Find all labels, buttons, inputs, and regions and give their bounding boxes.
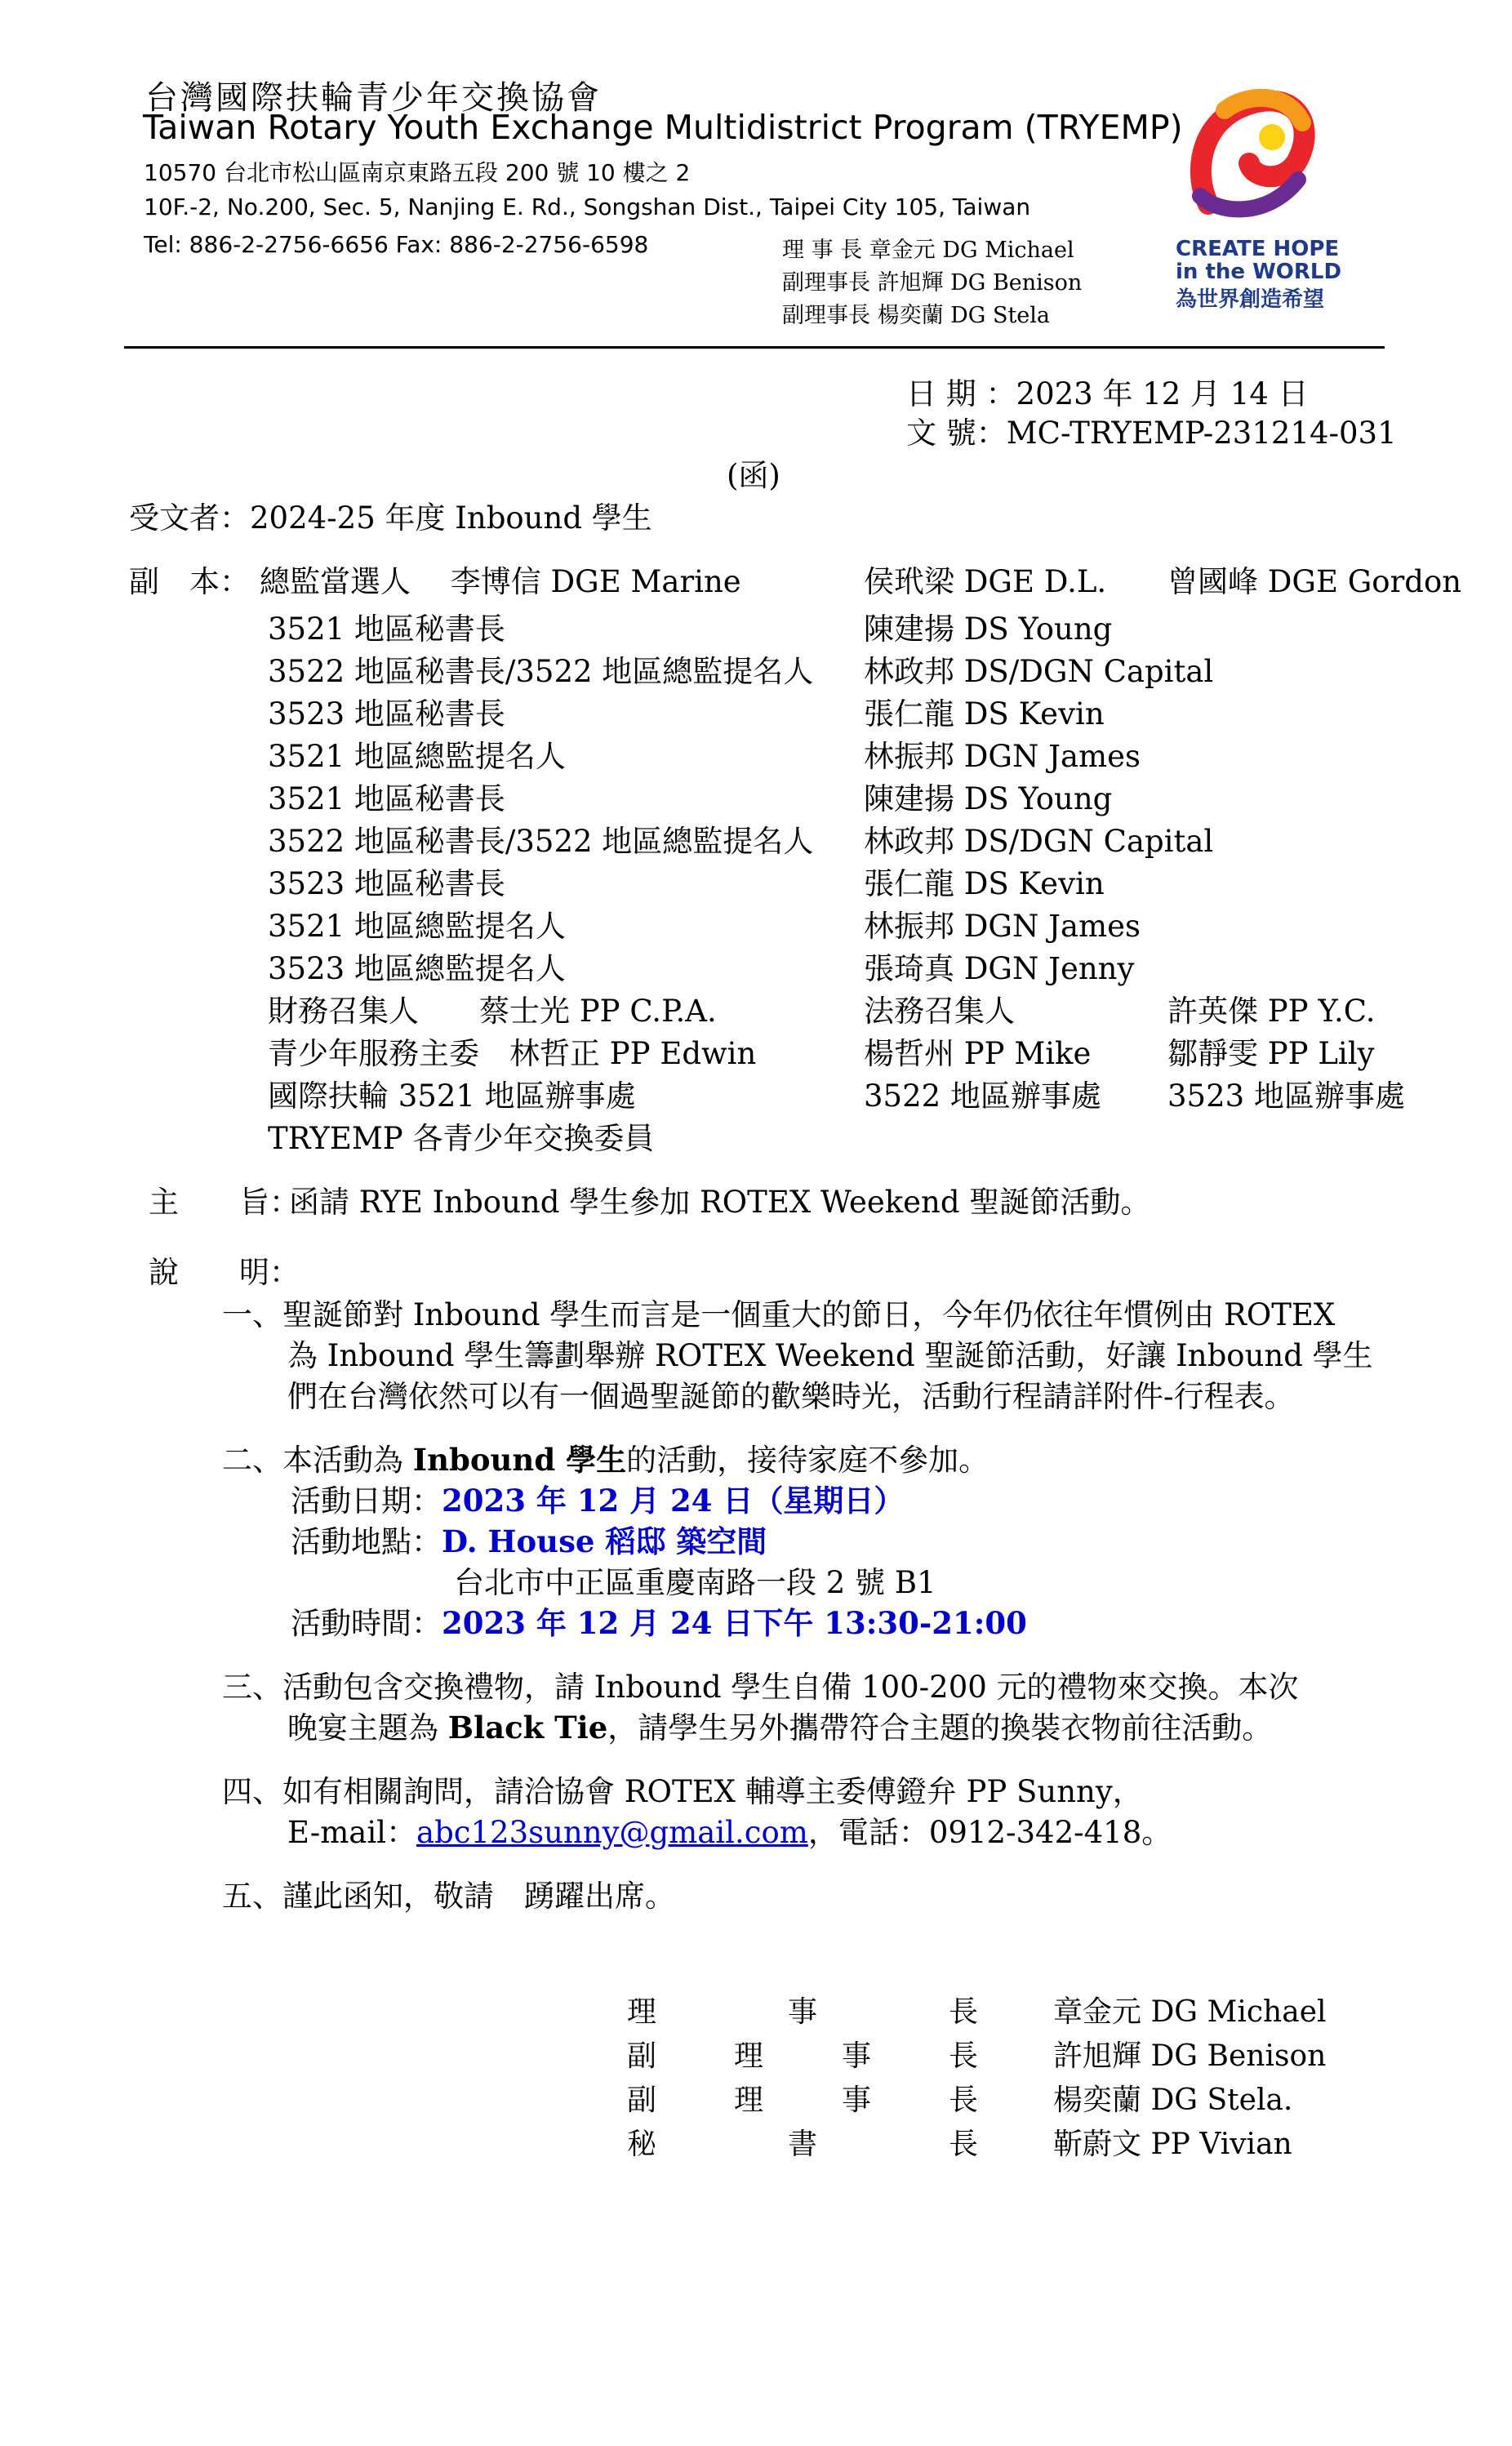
logo-line-1: CREATE HOPE (1176, 237, 1340, 261)
officer-vice-president-1: 副理事長 許旭輝 DG Benison (782, 270, 1083, 296)
item3-line1: 三、活動包含交換禮物，請 Inbound 學生自備 100-200 元的禮物來交換。本次 (222, 1670, 1299, 1705)
cc-entry: 3521 地區總監提名人 (268, 739, 566, 774)
org-name-en: Taiwan Rotary Youth Exchange Multidistrict Program (TRYEMP) (143, 108, 1183, 147)
cc-entry: 張仁龍 DS Kevin (864, 696, 1105, 732)
event-time-value: 2023 年 12 月 24 日下午 13:30-21:00 (442, 1605, 1027, 1641)
item3-prefix: 晚宴主題為 (287, 1710, 448, 1746)
cc-entry: 3522 地區辦事處 (864, 1078, 1101, 1114)
item2-bold: Inbound 學生 (412, 1442, 627, 1478)
cc-entry: 陳建揚 DS Young (864, 781, 1113, 816)
recipient: 受文者：2024-25 年度 Inbound 學生 (129, 500, 652, 536)
cc-entry: 張仁龍 DS Kevin (864, 866, 1105, 901)
signature-name: 楊奕蘭 DG Stela. (1053, 2084, 1293, 2117)
cc-entry: 3523 地區秘書長 (268, 866, 505, 901)
cc-entry: 許英傑 PP Y.C. (1167, 994, 1376, 1029)
item1-line2: 為 Inbound 學生籌劃舉辦 ROTEX Weekend 聖誕節活動，好讓 Inbound 學生 (287, 1338, 1373, 1373)
cc-entry: 侯玳梁 DGE D.L. (864, 564, 1107, 599)
item3-suffix: ，請學生另外攜帶符合主題的換裝衣物前往活動。 (607, 1710, 1273, 1746)
email-label: E-mail： (287, 1815, 417, 1850)
event-place-value: D. House 稻邸 築空間 (442, 1523, 767, 1559)
cc-entry: 3523 地區總監提名人 (268, 951, 566, 986)
item2-prefix: 二、本活動為 (222, 1443, 413, 1478)
signature-title-char: 書 (788, 2128, 818, 2161)
explanation-label: 說 明： (149, 1255, 300, 1290)
cc-entry: 林振邦 DGN James (864, 909, 1141, 944)
date-line (906, 369, 1309, 413)
address-zh: 10570 台北市松山區南京東路五段 200 號 10 樓之 2 (144, 159, 691, 186)
cc-entry: 3521 地區秘書長 (268, 781, 505, 816)
signature-title-char: 長 (949, 1995, 979, 2029)
signature-title-char: 副 (627, 2039, 657, 2073)
signature-title-char: 理 (734, 2039, 764, 2073)
cc-label: 副 本： (129, 564, 250, 599)
signature-title-char: 理 (627, 1995, 657, 2029)
date-label: 日 期 ： (906, 376, 1016, 411)
signature-title-char: 長 (949, 2084, 979, 2117)
address-en: 10F.-2, No.200, Sec. 5, Nanjing E. Rd., Songshan Dist., Taipei City 105, Taiwan (144, 193, 1031, 220)
date-value: 2023 年 12 月 14 日 (1016, 376, 1309, 411)
officer-vice-president-2: 副理事長 楊奕蘭 DG Stela (782, 303, 1051, 328)
cc-entry: 國際扶輪 3521 地區辦事處 (268, 1078, 636, 1114)
cc-entry: 曾國峰 DGE Gordon (1167, 564, 1462, 599)
tel-fax: Tel: 886-2-2756-6656 Fax: 886-2-2756-6598 (144, 231, 649, 258)
signature-title-char: 長 (949, 2128, 979, 2161)
cc-entry: 3521 地區秘書長 (268, 612, 505, 647)
cc-entry: 3521 地區總監提名人 (268, 909, 566, 944)
event-place-line (291, 1517, 767, 1561)
item3-bold: Black Tie (447, 1710, 608, 1746)
cc-entry: 林政邦 DS/DGN Capital (864, 824, 1214, 859)
cc-entry: 3522 地區秘書長/3522 地區總監提名人 (268, 654, 814, 689)
item2-line1 (222, 1435, 989, 1479)
signature-title-char: 副 (627, 2084, 657, 2117)
ref-value: MC-TRYEMP-231214-031 (1006, 416, 1397, 451)
officer-president: 理 事 長 章金元 DG Michael (782, 238, 1074, 263)
item4-line2 (287, 1808, 1172, 1852)
item4-line1: 四、如有相關詢問，請洽協會 ROTEX 輔導主委傅鐙弁 PP Sunny， (222, 1774, 1143, 1809)
logo-line-3: 為世界創造希望 (1176, 287, 1325, 312)
header-divider (124, 346, 1385, 349)
signature-title-char: 長 (949, 2039, 979, 2073)
item5: 五、謹此函知，敬請 踴躍出席。 (222, 1879, 675, 1914)
signature-name: 靳蔚文 PP Vivian (1053, 2128, 1292, 2161)
ref-label: 文 號： (906, 416, 1007, 451)
ref-line (906, 408, 1397, 452)
cc-entry: 總監當選人 李博信 DGE Marine (260, 564, 741, 599)
event-time-line (291, 1599, 1027, 1643)
signature-title-char: 事 (842, 2084, 872, 2117)
item1-line1: 一、聖誕節對 Inbound 學生而言是一個重大的節日，今年仍依往年慣例由 ROTEX (222, 1297, 1336, 1332)
doc-type: (函) (727, 458, 780, 493)
subject-label: 主 旨： (149, 1185, 300, 1220)
cc-entry: 陳建揚 DS Young (864, 612, 1113, 647)
rotary-logo (1176, 82, 1323, 229)
event-date-label: 活動日期： (291, 1483, 442, 1519)
event-date-value: 2023 年 12 月 24 日（星期日） (442, 1483, 905, 1519)
cc-entry: 法務召集人 (864, 994, 1015, 1029)
event-place-label: 活動地點： (291, 1524, 442, 1559)
event-date-line (291, 1476, 904, 1520)
cc-entry: TRYEMP 各青少年交換委員 (268, 1121, 655, 1156)
item2-suffix: 的活動，接待家庭不參加。 (626, 1443, 989, 1478)
cc-entry: 3523 地區辦事處 (1167, 1078, 1405, 1114)
signature-title-char: 事 (842, 2039, 872, 2073)
signature-title-char: 理 (734, 2084, 764, 2117)
cc-entry: 青少年服務主委 林哲正 PP Edwin (268, 1036, 757, 1071)
cc-entry: 林政邦 DS/DGN Capital (864, 654, 1214, 689)
cc-entry: 楊哲州 PP Mike (864, 1036, 1092, 1071)
event-time-label: 活動時間： (291, 1606, 442, 1641)
email-link[interactable]: abc123sunny@gmail.com (416, 1815, 808, 1850)
subject-text: 函請 RYE Inbound 學生參加 ROTEX Weekend 聖誕節活動。 (289, 1185, 1151, 1220)
cc-entry: 林振邦 DGN James (864, 739, 1141, 774)
signature-title-char: 事 (788, 1995, 818, 2029)
cc-entry: 財務召集人 蔡士光 PP C.P.A. (268, 994, 717, 1029)
create-hope-logo-icon (1176, 82, 1323, 229)
cc-entry: 鄒靜雯 PP Lily (1167, 1036, 1375, 1071)
logo-line-2: in the WORLD (1176, 260, 1342, 284)
org-name-zh: 台灣國際扶輪青少年交換協會 (145, 79, 602, 117)
cc-entry: 3522 地區秘書長/3522 地區總監提名人 (268, 824, 814, 859)
event-address: 台北市中正區重慶南路一段 2 號 B1 (454, 1565, 936, 1600)
signature-name: 章金元 DG Michael (1053, 1995, 1327, 2029)
item1-line3: 們在台灣依然可以有一個過聖誕節的歡樂時光，活動行程請詳附件-行程表。 (287, 1379, 1295, 1414)
phone-text: ，電話：0912-342-418。 (807, 1815, 1172, 1850)
cc-entry: 3523 地區秘書長 (268, 696, 505, 732)
cc-entry: 張琦真 DGN Jenny (864, 951, 1135, 986)
item3-line2 (287, 1703, 1272, 1747)
signature-title-char: 秘 (627, 2128, 657, 2161)
signature-name: 許旭輝 DG Benison (1053, 2039, 1327, 2073)
